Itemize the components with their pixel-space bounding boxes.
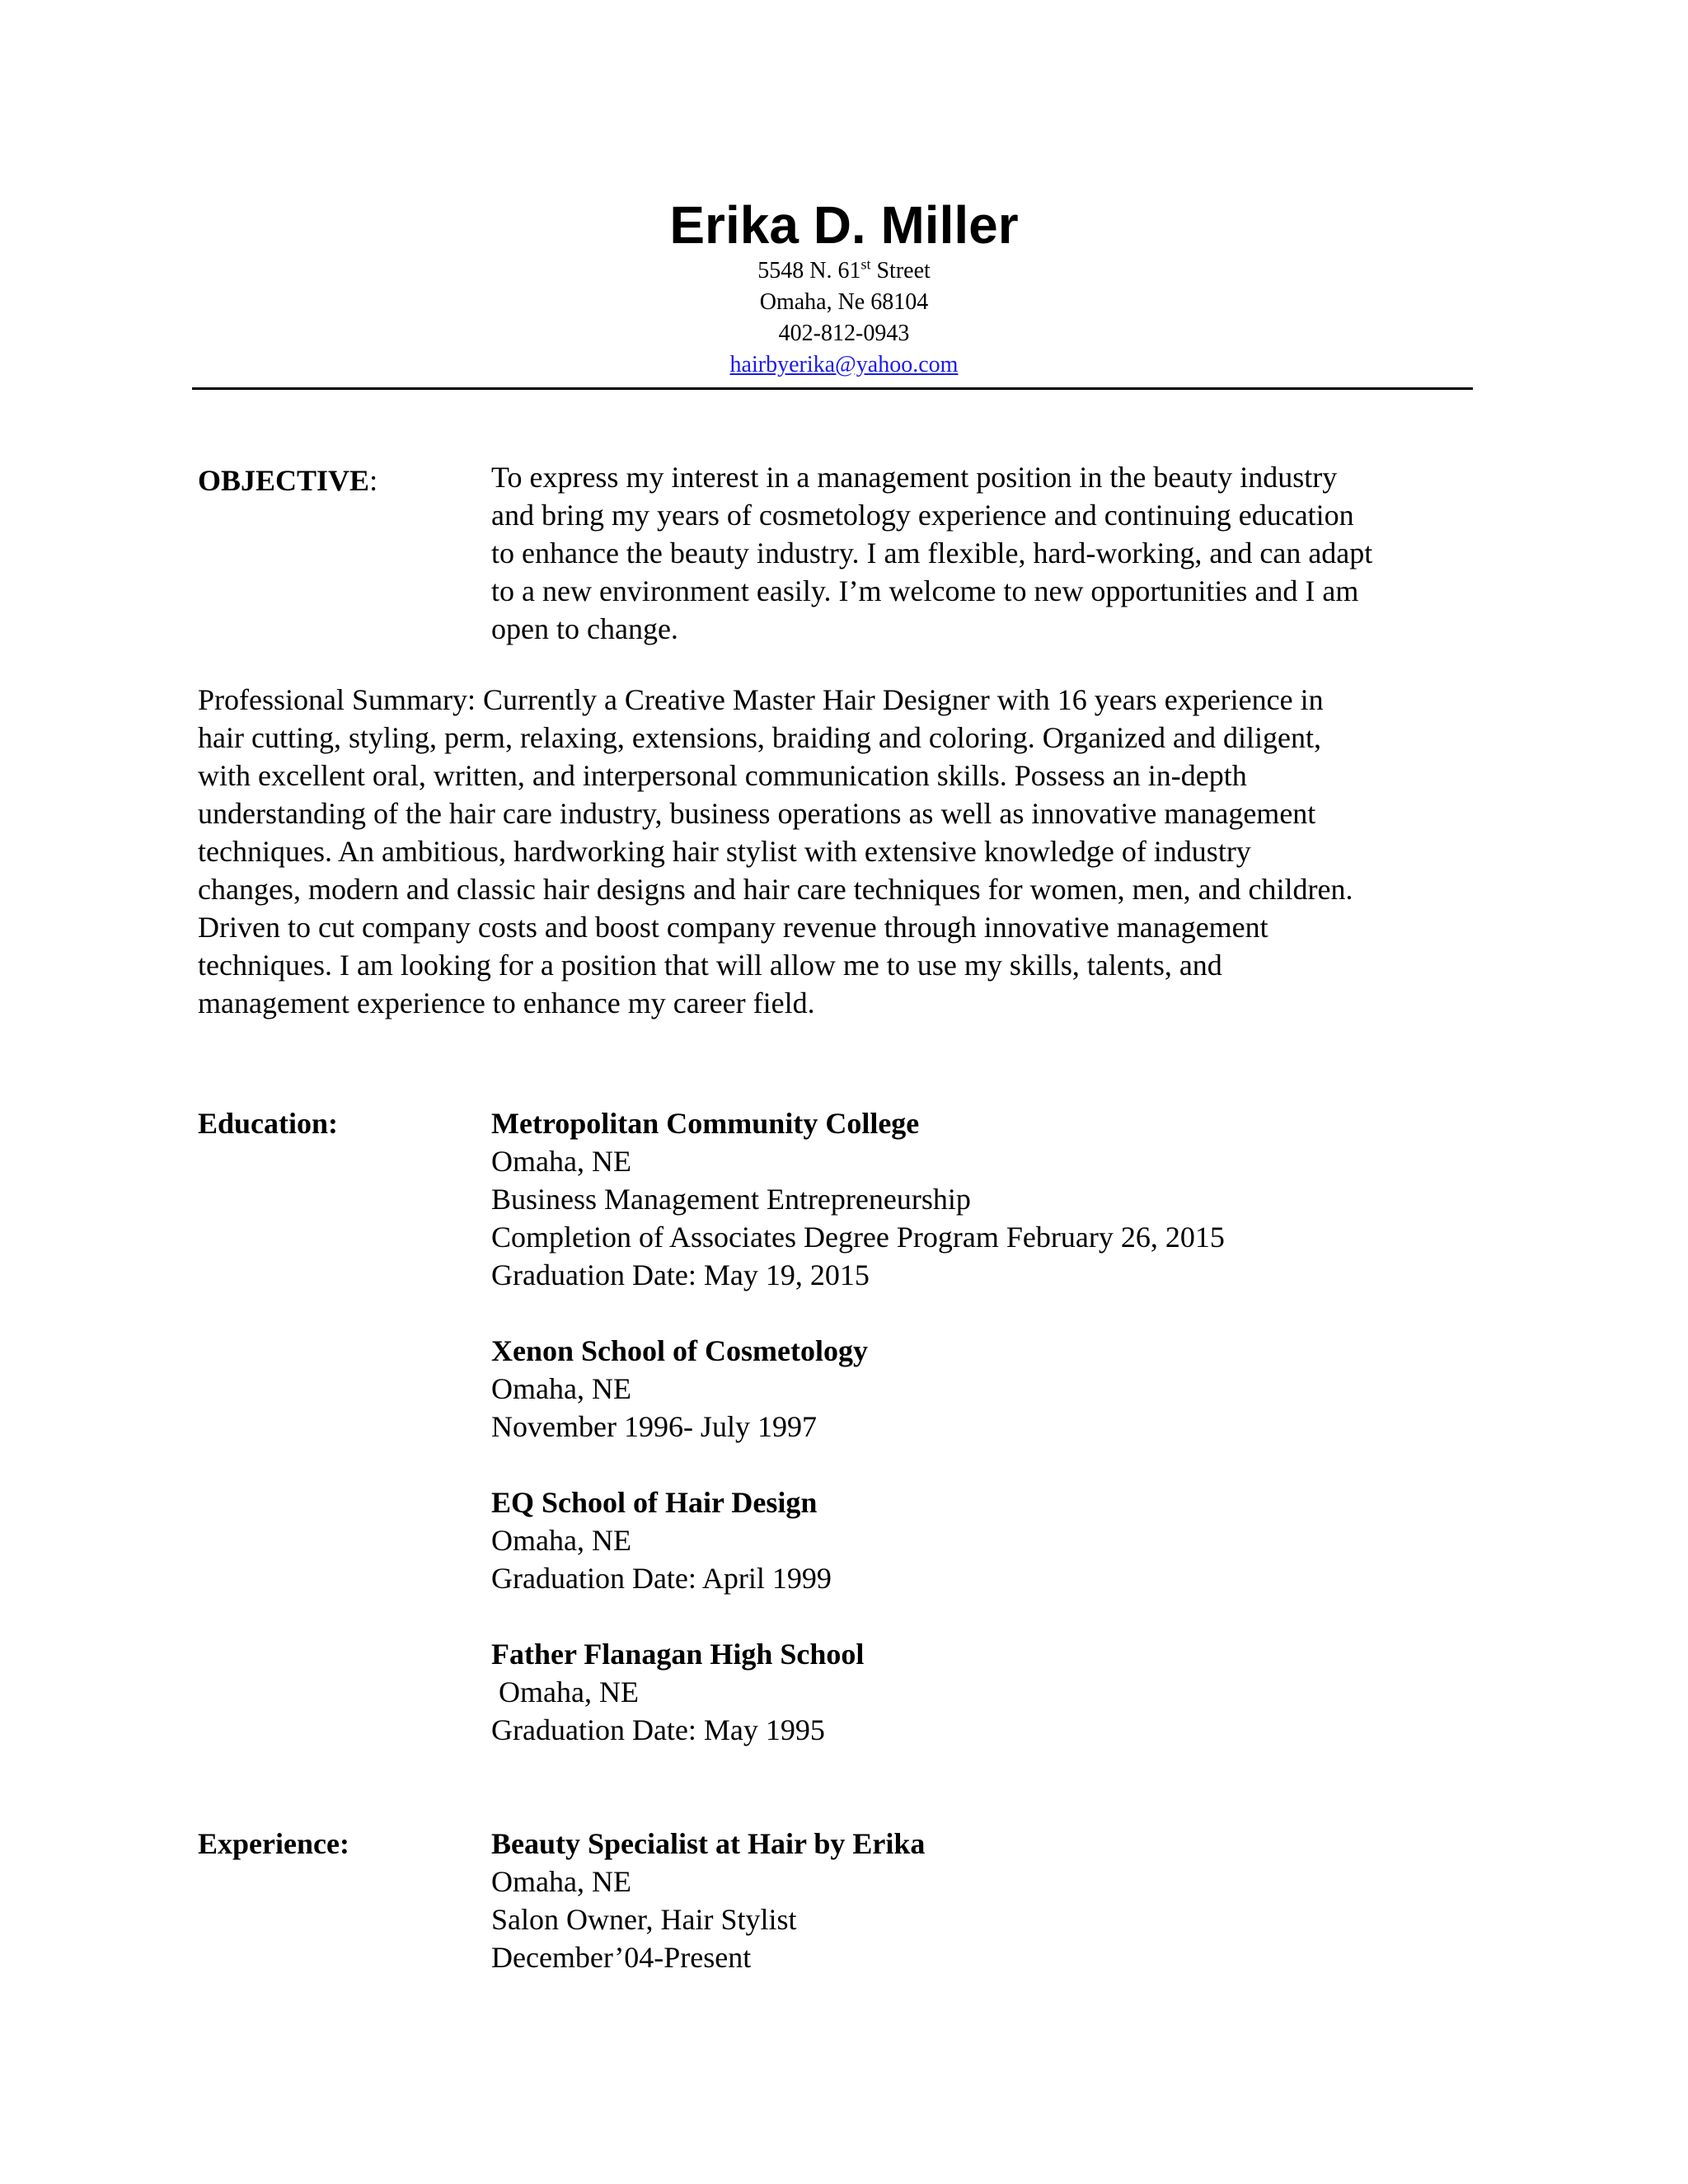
job-detail: Omaha, NE xyxy=(491,1865,631,1898)
education-entry xyxy=(491,1332,1480,1446)
objective-label-colon: : xyxy=(369,464,378,497)
summary-line: Professional Summary: Currently a Creative Master Hair Designer with 16 years experience in xyxy=(198,683,1324,716)
professional-summary xyxy=(198,681,1484,1022)
summary-line: understanding of the hair care industry, business operations as well as innovative management xyxy=(198,797,1316,830)
resume-header xyxy=(0,194,1688,381)
school-name: Xenon School of Cosmetology xyxy=(491,1334,868,1367)
school-name: Metropolitan Community College xyxy=(491,1107,920,1140)
email-link[interactable]: hairbyerika@yahoo.com xyxy=(729,352,959,377)
phone-number: 402-812-0943 xyxy=(778,321,910,346)
summary-line: with excellent oral, written, and interpersonal communication skills. Possess an in-depth xyxy=(198,759,1247,792)
school-detail: Business Management Entrepreneurship xyxy=(491,1183,971,1216)
school-detail: Completion of Associates Degree Program February 26, 2015 xyxy=(491,1221,1225,1254)
objective-line: To express my interest in a management position in the beauty industry xyxy=(491,461,1338,494)
job-title: Beauty Specialist at Hair by Erika xyxy=(491,1827,926,1860)
school-name: EQ School of Hair Design xyxy=(491,1486,818,1519)
street-name: Street xyxy=(870,258,931,284)
school-detail: Graduation Date: April 1999 xyxy=(491,1562,832,1595)
summary-line: changes, modern and classic hair designs and hair care techniques for women, men, and children. xyxy=(198,873,1353,906)
objective-line: to a new environment easily. I’m welcome to new opportunities and I am xyxy=(491,574,1359,607)
education-entry xyxy=(491,1635,1480,1749)
school-detail: Graduation Date: May 1995 xyxy=(491,1713,825,1746)
objective-label-text: OBJECTIVE xyxy=(198,464,370,497)
objective-line: open to change. xyxy=(491,612,678,645)
education-entry xyxy=(491,1483,1480,1597)
school-name: Father Flanagan High School xyxy=(491,1638,865,1671)
objective-line: and bring my years of cosmetology experience and continuing education xyxy=(491,499,1354,532)
school-detail: Omaha, NE xyxy=(491,1145,631,1178)
school-detail: Graduation Date: May 19, 2015 xyxy=(491,1258,870,1291)
summary-line: techniques. An ambitious, hardworking hair stylist with extensive knowledge of industry xyxy=(198,835,1251,868)
objective-text xyxy=(491,458,1480,648)
street-number: 5548 N. 61 xyxy=(757,258,861,284)
objective-label xyxy=(198,462,377,499)
school-detail: Omaha, NE xyxy=(491,1372,631,1405)
education-entry xyxy=(491,1104,1480,1294)
school-detail: Omaha, NE xyxy=(491,1524,631,1557)
header-divider xyxy=(192,387,1473,390)
school-detail: November 1996- July 1997 xyxy=(491,1410,817,1443)
job-detail: Salon Owner, Hair Stylist xyxy=(491,1903,797,1936)
summary-line: techniques. I am looking for a position that will allow me to use my skills, talents, and xyxy=(198,949,1222,982)
summary-line: Driven to cut company costs and boost company revenue through innovative management xyxy=(198,911,1268,944)
ordinal-suffix: st xyxy=(860,255,871,273)
school-detail: Omaha, NE xyxy=(491,1675,639,1708)
street-address xyxy=(0,255,1688,287)
objective-line: to enhance the beauty industry. I am flexible, hard-working, and can adapt xyxy=(491,537,1373,569)
summary-line: hair cutting, styling, perm, relaxing, extensions, braiding and coloring. Organized and diligent, xyxy=(198,721,1322,754)
experience-label: Experience: xyxy=(198,1827,349,1860)
city-state-zip: Omaha, Ne 68104 xyxy=(759,289,929,315)
candidate-name: Erika D. Miller xyxy=(669,195,1019,255)
summary-line: management experience to enhance my career field. xyxy=(198,987,815,1019)
job-detail: December’04-Present xyxy=(491,1941,752,1974)
education-label: Education: xyxy=(198,1107,339,1140)
experience-entry xyxy=(491,1825,1480,1976)
